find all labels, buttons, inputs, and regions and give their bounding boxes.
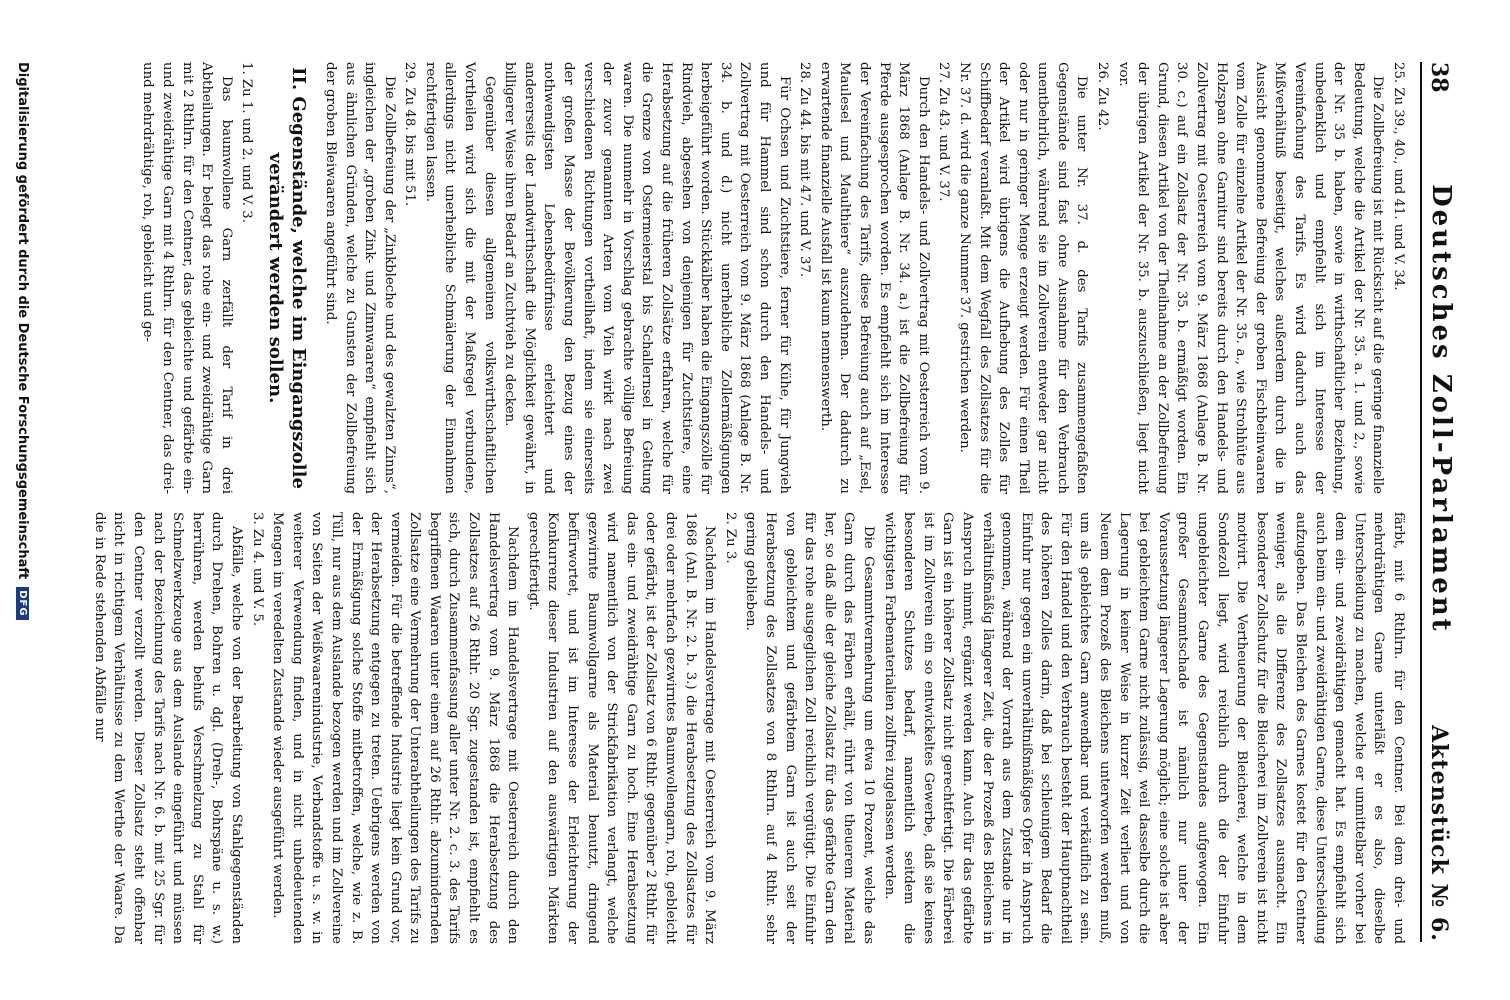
digitization-credit [15,62,30,942]
running-title: Deutsches Zoll-Parlament [1426,184,1456,634]
paragraph: Die Zollbefreiung der „Zinkbleche und des gewalzten Zinns“, ingleichen der „groben Zink- und Zinnwaaren“ empfiehlt sich aus ähnlichen Gründen, welche zu Gunsten der Zollbefreiung der groben Bleiwaaren angeführt sind. [322,62,397,494]
paragraph: Durch den Handels- und Zollvertrag mit Oesterreich vom 9. März 1868 (Anlage B. Nr. 34. a.) ist die Zollbefreiung für Pferde ausgesprochen worden. Es empfiehlt sich im Interesse der Vereinfachung des Tarifs, diese Befreiung auch auf „Esel, Maulesel und Maulthiere“ auszudehnen. Der dadurch zu erwartende finanzielle Ausfall ist kaum nennenswerth. [817,62,931,494]
left-column [137,62,1408,494]
paragraph: Die unter Nr. 37. d. des Tarifs zusammengefaßten Gegenstände sind fast ohne Ausnahme für den Verbrauch unentbehrlich, während sie im Zollverein entweder gar nicht oder nur in geringer Menge erzeugt werden. Für einen Theil der Artikel wird übrigens die Aufhebung des Zolles für Schiffbedarf veranlaßt. Mit dem Wegfall des Zollsatzes für die Nr. 37. d. wird die ganze Nummer 37. gestrichen werden. [956,62,1090,494]
section-heading: II. Gegenstände, welche im Eingangszolle verändert werden sollen. [265,67,310,489]
credit-text: Digitalisierung gefördert durch die Deutsche Forschungsgemeinschaft [15,62,30,580]
item-number: 29. Zu 48. bis mit 51. [402,62,418,207]
item-number: 1. Zu 1. und 2. und V. 3. [239,62,255,223]
paragraph: Für Ochsen und Zuchtstiere, ferner für Kühe, für Jungvieh und für Hammel sind schon durch den Handels- und Zollvertrag mit Oesterreich vom 9. März 1868 (Anlage B. Nr. 34. b. und d.) nicht unerhebliche Zollermäßigungen herbeigeführt worden. Stückkälber haben die Eingangszölle für Rindvieh, abgesehen von denjenigen für Zuchtstiere, eine Herabsetzung auf die früheren Zollsätze erfahren, welche für die Grenze von Ostermeierstal bis Schallernsel in Geltung waren. Die nunmehr in Vorschlag gebrachte völlige Befreiung der zuvor genannten Arten vom Vieh wirkt nach zwei verschiedenen Richtungen vortheilhaft, indem sie einerseits der großen Masse der Bevölkerung den Bezug eines der nothwendigsten Lebensbedürfnisse erleichtert und andererseits der Landwirthschaft die Möglichkeit gewährt, in billigerer Weise ihren Bedarf an Zuchtvieh zu decken. [502,62,792,494]
item-number: 3. Zu 4. und V. 5. [249,512,265,627]
item-number: 2. Zu 3. [722,512,738,564]
item-number: 26. Zu 42. [1095,62,1111,131]
paragraph: Das baumwollene Garn zerfällt der Tarif in drei Abtheilungen. Er belegt das rohe ein- und zweidrähtige Garn mit 2 Rthlrn. für den Centner, das gebleichte und gefärbte ein- und zweidrähtige Garn mit 4 Rthlrn. für den Centner, das drei- und mehrdrähtige, roh, gebleicht und ge- [140,62,234,494]
paragraph: färbt, mit 6 Rthlrn. für den Centner. Bei dem drei- und mehrdrähtigen Garne unterläßt er es also, dieselbe Unterscheidung zu machen, welche er unmittelbar vorher bei dem ein- und zweidrähtigen gemacht hat. Es empfiehlt sich auch beim ein- und zweidrähtigen Garne, diese Unterscheidung aufzugeben. Das Bleichen des Garnes kostet für den Centner weniger, als die Differenz des Zollsatzes ausmacht. Ein besonderer Zollschutz für die Bleicherei im Zollverein ist nicht motivirt. Die Vertheuerung der Bleicherei, welche in dem Sondezoll liegt, wird reichlich durch die der Einfuhr ungebleichter Garne des Gegenstandes aufgewogen. Ein großer Gesammtschade ist nämlich nur unter der Voraussetzung längerer Lagerung möglich; eine solche ist aber bei gebleichtem Garne nicht zulässig, weil dasselbe durch die Lagerung in keiner Weise in kurzer Zeit verliert und von Neuem dem Prozeß des Bleichens unterworfen werden muß, um als gebleichtes Garn anwendbar und verkäuflich zu sein. Für den Handel und den Verbrauch besteht der Hauptnachtheil des höheren Zolles darin, daß bei schleunigem Bedarf die Einfuhr nur gegen ein unverhältnißmäßiges Opfer in Anspruch genommen, während der Vorrath aus dem Zustande nur in verhältnißmäßig längerer Zeit, die der Prozeß des Bleichens in Anspruch nimmt, ergänzt werden kann. Auch für das gefärbte Garn ist ein höherer Zollsatz nicht gerechtfertigt. Die Färberei ist im Zollverein ein so entwickeltes Gewerbe, daß sie keines besonderen Schutzes bedarf, namentlich seitdem die wichtigsten Farbematerialien zollfrei zugelassen werden. [881,512,1406,944]
item-number: 25. Zu 39., 40., und 41. und V. 34. [1391,62,1406,291]
dfg-logo: DFG [16,587,29,619]
paragraph: Abfälle, welche von der Bearbeitung von Stahlgegenständen durch Drehen, Bohren u. dgl. (Dreh-, Bohrspäne u. s. w.) herrühren, werden behufs Verschmelzung zu Stahl für Schmelzwerkzeuge aus dem Auslande eingeführt und müssen nach der Bezeichnung des Tarifs nach Nr. 6. b. mit 25 Sgr. für den Centner verzollt werden. Dieser Zollsatz steht offenbar nicht in richtigem Verhältnisse zu dem Werthe der Waare. Da die in Rede stehenden Abfälle nur [91,512,244,944]
paragraph: Gegenüber diesen allgemeinen volkswirthschaftlichen Vortheilen wird sich die mit der Maßregel verbundene, allerdings nicht unerhebliche Schmälerung der Einnahmen rechtfertigen lassen. [422,62,497,494]
paragraph: Nachdem im Handelsvertrage mit Oesterreich vom 9. März 1868 (Anl. B. Nr. 2. b. 3.) die Herabsetzung des Zollsatzes für drei oder mehrfach gezwirntes Baumwollengarn, roh, gebleicht oder gefärbt, ist der Zollsatz von 6 Rthlr. gegenüber 2 Rthlr. für das ein- und zweidrähtige Garn zu hoch. Eine Herabsetzung wird namentlich von der Strickfabrikation verlangt, welche gezwirnte Baumwollgarne als Material benutzt, dringend befürwortet, und ist im Interesse der Erleichterung der Konkurrenz dieser Industrien auf den auswärtigen Märkten gerechtfertigt. [525,512,718,944]
right-column [88,512,1408,944]
paragraph: Die Zollbefreiung ist mit Rücksicht auf die geringe finanzielle Bedeutung, welche die Artikel der Nr. 35. a. 1. und 2., sowie der Nr. 35 b. haben, sowie in wirthschaftlicher Beziehung, unbedenklich und empfiehlt sich im Interesse der Vereinfachung des Tarifs. Es wird dadurch auch das Mißverhältniß beseitigt, welches außerdem durch die in Aussicht genommene Befreiung der groben Fischbeinwaaren vom Zolle für einzelne Artikel der Nr. 35. a., wie Strohhüte aus Holzspan ohne Garnitur sind bereits durch den Handels- und Zollvertrag mit Oesterreich vom 9. März 1868 (Anlage B. Nr. 30. c.) auf ein Zollsatz der Nr. 35. b. ermäßigt worden. Ein Grund, diesen Artikel von der Theilnahme an der Zollbefreiung der übrigen Artikel der Nr. 35. b. auszuschließen, liegt nicht vor. [1115,62,1386,494]
issue-label: Aktenstück № 6. [1426,725,1452,942]
paragraph: Nachdem im Handelsvertrage mit Oesterreich durch den Handelsvertrag vom 9. März 1868 die Herabsetzung des Zollsatzes auf 26 Rthlr. 20 Sgr. zugestanden ist, empfiehlt es sich, durch Zusammenfassung aller unter Nr. 2. c. 3. des Tarifs begriffenen Waaren unter einem auf 26 Rthlr. abzumindernden Zollsatze eine Vermehrung der Unterabtheilungen des Tarifs zu vermeiden. Für die betreffende Industrie liegt kein Grund vor, der Herabsetzung entgegen zu treten. Uebrigens werden von der Ermäßigung solche Stoffe mitbetroffen, welche, wie z. B. Tüll, nur aus dem Auslande bezogen werden und im Zollvereine von Seiten der Weißwaarenindustrie, Verbandstoffe u. s. w. in weiterer Verwendung finden, und in nicht unbedeutenden Mengen im veredelten Zustande wieder ausgeführt werden. [270,512,521,944]
item-number: 27. Zu 43. und V. 37. [936,62,952,202]
page-header [1420,62,1460,942]
paragraph: Die Gesammtvermehrung um etwa 10 Prozent, welche das Garn durch das Färben erhält, rührt von theuerem Material her, so daß alle der gleiche Zollsatz für das gefärbte Garn den für das rohe ausgeglichen Zoll reichlich vergütigt. Die Einfuhr von gebleichtem und gefärbtem Garn ist auch seit der Herabsetzung des Zollsatzes von 8 Rthlrn. auf 4 Rthlr. sehr gering geblieben. [743,512,876,944]
item-number: 28. Zu 44. bis mit 47. und V. 37. [797,62,813,278]
page-number: 38 [1426,62,1452,93]
